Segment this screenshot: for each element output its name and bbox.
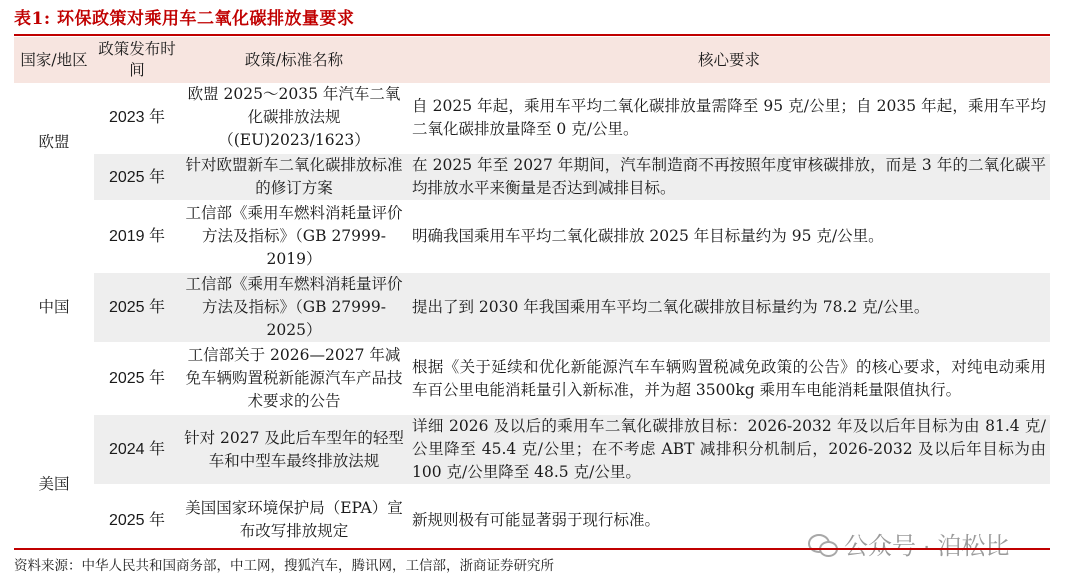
policy-name-cell: 美国国家环境保护局（EPA）宣布改写排放规定 [180, 485, 408, 554]
policy-name-cell: 针对欧盟新车二氧化碳排放标准的修订方案 [180, 153, 408, 201]
policy-name-cell: 欧盟 2025～2035 年汽车二氧化碳排放法规（(EU)2023/1623） [187, 85, 401, 149]
requirement-cell: 自 2025 年起，乘用车平均二氧化碳排放量需降至 95 克/公里；自 2035 年起，乘用车平均二氧化碳排放量降至 0 克/公里。 [412, 96, 1046, 138]
table-row [14, 272, 1050, 343]
year-cell: 2025 年 [94, 343, 180, 414]
policy-name-cell: 工信部关于 2026—2027 年减免车辆购置税新能源汽车产品技术要求的公告 [180, 343, 408, 414]
year-cell: 2025 年 [94, 272, 180, 343]
requirement-cell: 详细 2026 及以后的乘用车二氧化碳排放目标：2026-2032 年及以后年目标为由 81.4 克/公里降至 45.4 克/公里；在不考虑 ABT 减排积分机制后，2026-2032 及以后年目标为由 100 克/公里降至 48.5 克/公里。 [408, 414, 1050, 485]
table-row [14, 414, 1050, 485]
requirement-cell: 提出了到 2030 年我国乘用车平均二氧化碳排放目标量约为 78.2 克/公里。 [408, 272, 1050, 343]
header-requirement: 核心要求 [408, 37, 1050, 83]
requirement-cell: 在 2025 年至 2027 年期间，汽车制造商不再按照年度审核碳排放，而是 3 年的二氧化碳平均排放水平来衡量是否达到减排目标。 [408, 153, 1050, 201]
region-cell-us: 美国 [14, 414, 94, 554]
table-caption: 表1: 环保政策对乘用车二氧化碳排放量要求 [14, 9, 355, 29]
region-cell-china: 中国 [14, 201, 94, 414]
policy-table [14, 37, 1050, 554]
table-row [14, 153, 1050, 201]
header-year: 政策发布时间 [94, 37, 180, 83]
year-cell: 2025 年 [94, 485, 180, 554]
policy-name-cell: 针对 2027 及此后车型年的轻型车和中型车最终排放法规 [180, 414, 408, 485]
policy-name-cell: 工信部《乘用车燃料消耗量评价方法及指标》（GB 27999-2025） [180, 272, 408, 343]
bottom-rule [14, 548, 1050, 550]
region-cell-eu: 欧盟 [14, 83, 94, 201]
year-cell: 2024 年 [94, 414, 180, 485]
top-rule [14, 34, 1050, 36]
policy-name-cell: 工信部《乘用车燃料消耗量评价方法及指标》（GB 27999-2019） [180, 201, 408, 272]
wechat-icon [808, 532, 836, 556]
header-region: 国家/地区 [14, 37, 94, 83]
watermark-text: 公众号 · 泊松比 [844, 533, 1010, 560]
table-row [14, 343, 1050, 414]
year-cell: 2019 年 [94, 201, 180, 272]
watermark [808, 526, 1009, 561]
requirement-cell: 根据《关于延续和优化新能源汽车车辆购置税减免政策的公告》的核心要求，对纯电动乘用车百公里电能消耗量引入新标准，并为超 3500kg 乘用车电能消耗量限值执行。 [408, 343, 1050, 414]
requirement-cell: 明确我国乘用车平均二氧化碳排放 2025 年目标量约为 95 克/公里。 [408, 201, 1050, 272]
year-cell: 2023 年 [108, 109, 166, 126]
source-note: 资料来源：中华人民共和国商务部，中工网，搜狐汽车，腾讯网，工信部，浙商证券研究所 [14, 558, 554, 574]
table-row [14, 83, 1050, 153]
table-row [14, 201, 1050, 272]
year-cell: 2025 年 [94, 153, 180, 201]
header-name: 政策/标准名称 [180, 37, 408, 83]
requirement-cell: 新规则极有可能显著弱于现行标准。 [408, 485, 1050, 554]
table-header-row [14, 37, 1050, 83]
